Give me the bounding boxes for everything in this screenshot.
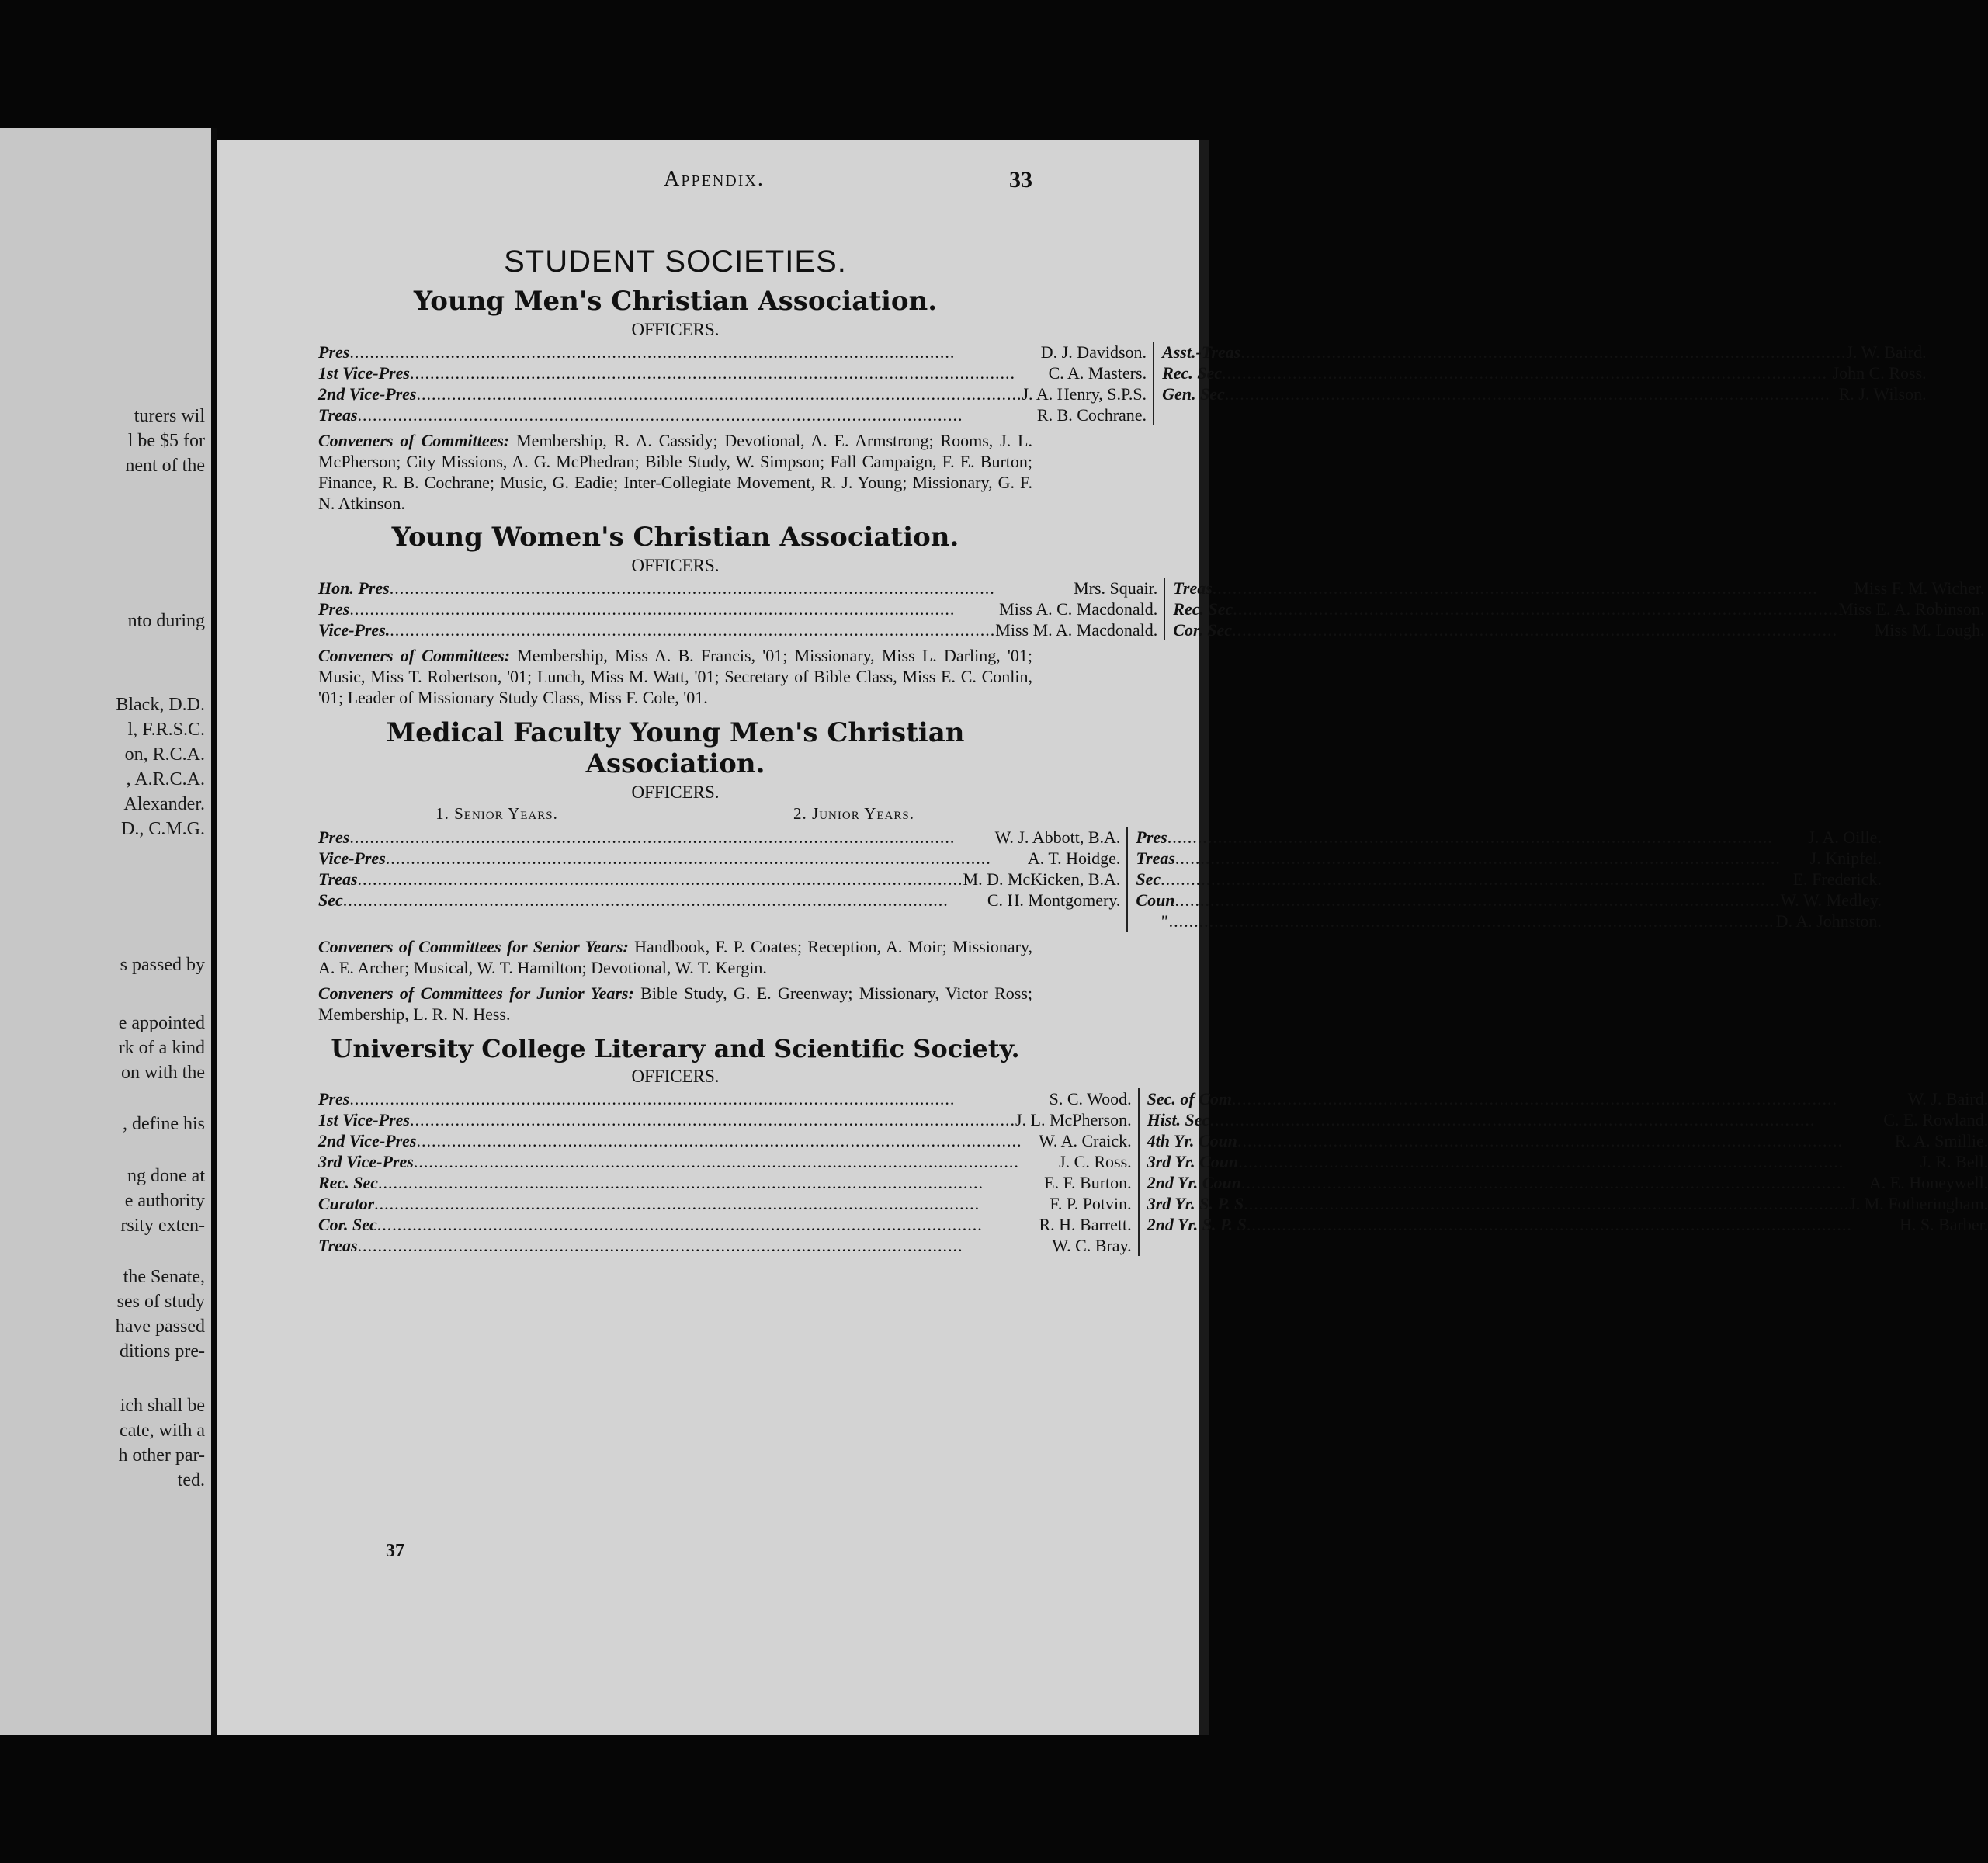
left-text-line: ng done at: [127, 1166, 205, 1186]
left-text-line: ditions pre-: [120, 1341, 205, 1362]
officer-row: [1147, 1151, 1988, 1172]
officer-title: Cor. Sec: [318, 1215, 377, 1234]
left-text-line: Black, D.D.: [116, 695, 205, 715]
officer-name: Miss M. A. Macdonald.: [995, 620, 1158, 640]
officer-row: [318, 1151, 1132, 1172]
officer-name: J. A. Oille.: [1808, 827, 1882, 847]
officer-name: W. W. Medley.: [1780, 890, 1882, 910]
officers-right-column: [1154, 342, 1927, 425]
officer-name: R. H. Barrett.: [1039, 1215, 1132, 1234]
officers-table: [318, 578, 1985, 640]
officer-title: Treas: [1136, 848, 1175, 868]
conveners-text: Bible Study, G. E. Greenway; Missionary, Victor Ross; Membership, L. R. N. Hess.: [318, 984, 1033, 1024]
conveners-text: Membership, Miss A. B. Francis, '01; Missionary, Miss L. Darling, '01; Music, Miss T. Robertson, '01; Lunch, Miss M. Watt, '01; Secretary of Bible Class, Miss E. C. Conlin, '01; Leader of Missionary Study Class, Miss F. Cole, '01.: [318, 646, 1033, 707]
officer-title: 2nd Yr. Coun: [1147, 1173, 1241, 1192]
left-text-line: s passed by: [120, 955, 205, 975]
officer-title: Vice-Pres.: [318, 620, 390, 640]
officer-name: R. B. Cochrane.: [1036, 405, 1147, 425]
officer-name: S. C. Wood.: [1049, 1089, 1132, 1108]
officer-title: Cor. Sec: [1173, 620, 1233, 640]
year-headings: [318, 804, 1032, 824]
officer-name: J. R. Bell.: [1920, 1152, 1988, 1171]
officer-name: John C. Ross.: [1832, 363, 1927, 383]
conveners-label: Conveners of Committees:: [318, 431, 510, 450]
left-text-line: the Senate,: [123, 1267, 205, 1287]
society-title: Young Men's Christian Association.: [413, 286, 938, 317]
officer-name: Miss F. M. Wicher.: [1854, 578, 1985, 598]
officer-name: A. T. Hoidge.: [1027, 848, 1121, 868]
officer-title: Treas: [318, 405, 358, 425]
officer-name: D. J. Davidson.: [1040, 342, 1147, 362]
officer-title: Rec. Sec: [1162, 363, 1223, 383]
left-text-line: e appointed: [118, 1013, 205, 1033]
officer-row: [1147, 1172, 1988, 1193]
officer-title: Sec: [318, 890, 343, 910]
officer-name: F. P. Potvin.: [1050, 1194, 1132, 1213]
officer-title: Pres: [1136, 827, 1167, 847]
officer-row: [1136, 911, 1882, 932]
ymca-section: [318, 286, 1927, 514]
left-text-line: ted.: [177, 1470, 205, 1490]
officer-title: 2nd Yr. S. P. S: [1147, 1215, 1247, 1234]
officer-row: [318, 404, 1147, 425]
officer-row: [1162, 363, 1927, 383]
medical-ymca-section: [318, 717, 1882, 1025]
officer-name: J. M. Fotheringham.: [1849, 1194, 1988, 1213]
officers-label: OFFICERS.: [631, 1067, 720, 1086]
officer-title: 3rd Yr. Coun: [1147, 1152, 1239, 1171]
officers-label: OFFICERS.: [631, 782, 720, 802]
officers-right-column: [1140, 1088, 1988, 1256]
officer-row: [318, 598, 1157, 619]
officer-name: Miss A. C. Macdonald.: [999, 599, 1158, 619]
officer-name: H. S. Barber.: [1899, 1215, 1988, 1234]
officer-title: 3rd Yr. S. P. S: [1147, 1194, 1244, 1213]
officer-title: 2nd Vice-Pres: [318, 384, 417, 404]
conveners-label: Conveners of Committees:: [318, 646, 510, 665]
left-text-line: on, R.C.A.: [124, 744, 205, 765]
left-page-fragment: [0, 128, 211, 1735]
officer-row: [1147, 1088, 1988, 1109]
officer-name: E. Frederick.: [1792, 869, 1882, 889]
officer-row: [318, 848, 1120, 869]
officer-name: D. A. Johnston.: [1775, 911, 1882, 931]
senior-years-heading: 1. Senior Years.: [435, 804, 558, 823]
left-text-line: rsity exten-: [120, 1216, 205, 1236]
officer-name: R. J. Wilson.: [1838, 384, 1927, 404]
conveners-text: Handbook, F. P. Coates; Reception, A. Moir; Missionary, A. E. Archer; Musical, W. T. Hamilton; Devotional, W. T. Kergin.: [318, 937, 1033, 977]
officer-title: Sec: [1136, 869, 1161, 889]
officer-row: [1136, 890, 1882, 911]
officer-row: [1147, 1214, 1988, 1235]
left-text-line: have passed: [115, 1317, 205, 1337]
society-title: Medical Faculty Young Men's Christian Association.: [386, 717, 965, 779]
officer-row: [318, 1130, 1132, 1151]
officers-table: [318, 827, 1882, 932]
senior-conveners-paragraph: [318, 936, 1032, 978]
officer-row: [318, 383, 1147, 404]
officer-name: J. A. Henry, S.P.S.: [1022, 384, 1147, 404]
officer-title: Rec. Sec: [318, 1173, 378, 1192]
officer-row: [1147, 1193, 1988, 1214]
ucls-section: [318, 1034, 1988, 1256]
left-text-line: l, F.R.S.C.: [127, 720, 205, 740]
officer-row: [318, 1235, 1132, 1256]
officer-row: [318, 1109, 1132, 1130]
officer-title: 1st Vice-Pres: [318, 363, 410, 383]
ywca-section: [318, 522, 1985, 708]
officer-row: [318, 1088, 1132, 1109]
officer-row: [318, 869, 1120, 890]
officer-row: [1136, 869, 1882, 890]
officer-title: Treas: [1173, 578, 1213, 598]
officer-row: [318, 619, 1157, 640]
officer-name: R. A. Smillie.: [1894, 1131, 1988, 1150]
left-text-line: turers wil: [134, 406, 205, 426]
left-text-line: D., C.M.G.: [120, 819, 205, 839]
officer-title: Sec. of Com: [1147, 1089, 1233, 1108]
officer-row: [318, 1214, 1132, 1235]
society-title: University College Literary and Scientific Society.: [331, 1034, 1020, 1063]
officer-title: Hon. Pres: [318, 578, 390, 598]
left-text-line: cate, with a: [120, 1421, 205, 1441]
officer-row: [1173, 578, 1984, 598]
officer-row: [318, 578, 1157, 598]
junior-conveners-paragraph: [318, 983, 1032, 1025]
officer-title: Coun: [1136, 890, 1175, 910]
officer-name: C. E. Rowland.: [1883, 1110, 1988, 1129]
officer-name: Miss E. A. Robinson.: [1838, 599, 1985, 619]
officer-name: J. C. Ross.: [1059, 1152, 1132, 1171]
left-text-line: Alexander.: [123, 794, 205, 814]
officers-right-column: [1165, 578, 1984, 640]
officer-row: [318, 342, 1147, 363]
officer-row: [1147, 1109, 1988, 1130]
left-text-line: h other par-: [118, 1445, 205, 1466]
officer-title: Gen. Sec: [1162, 384, 1225, 404]
officer-title: 2nd Vice-Pres: [318, 1131, 417, 1150]
officer-title: Vice-Pres: [318, 848, 386, 868]
officer-name: Miss M. Lough.: [1874, 620, 1985, 640]
officer-name: J. Knipfel.: [1809, 848, 1882, 868]
officer-title: Pres: [318, 827, 350, 847]
officer-title: Treas: [318, 1236, 358, 1255]
officers-table: [318, 1088, 1988, 1256]
left-text-line: nent of the: [125, 456, 205, 476]
page-content: [318, 245, 1988, 1256]
left-text-line: e authority: [124, 1191, 205, 1211]
conveners-label: Conveners of Committees for Senior Years:: [318, 937, 629, 956]
officer-row: [1147, 1130, 1988, 1151]
conveners-text: Membership, R. A. Cassidy; Devotional, A. E. Armstrong; Rooms, J. L. McPherson; City Missions, A. G. McPhedran; Bible Study, W. Simpson; Fall Campaign, F. E. Burton; Finance, R. B. Cochrane; Music, G. Eadie; Inter-Collegiate Movement, R. J. Young; Missionary, G. F. N. Atkinson.: [318, 431, 1032, 513]
officer-title: Pres: [318, 1089, 350, 1108]
officer-title: 4th Yr. Coun: [1147, 1131, 1238, 1150]
officer-title: Rec. Sec: [1173, 599, 1233, 619]
officer-row: [1136, 827, 1882, 848]
officer-name: J. L. McPherson.: [1015, 1110, 1132, 1129]
running-title: Appendix.: [664, 167, 765, 191]
officer-row: [318, 890, 1120, 911]
page-number: 33: [1009, 167, 1032, 193]
officer-name: C. A. Masters.: [1048, 363, 1147, 383]
left-text-line: ses of study: [116, 1292, 205, 1312]
officer-title: ": [1159, 911, 1169, 931]
officers-table: [318, 342, 1927, 425]
officer-row: [1173, 619, 1984, 640]
officers-right-column: [1128, 827, 1882, 932]
officer-title: Pres: [318, 342, 350, 362]
officer-name: C. H. Montgomery.: [987, 890, 1121, 910]
officers-left-column: [318, 827, 1128, 932]
left-text-line: l be $5 for: [127, 431, 205, 451]
officer-name: A. E. Honeywell.: [1868, 1173, 1988, 1192]
officer-row: [1162, 383, 1927, 404]
officer-row: [1136, 848, 1882, 869]
book-gutter: [211, 128, 217, 1735]
officer-title: Asst.-Treas: [1162, 342, 1241, 362]
officer-title: 3rd Vice-Pres: [318, 1152, 414, 1171]
conveners-label: Conveners of Committees for Junior Years:: [318, 984, 634, 1003]
main-title: STUDENT SOCIETIES.: [504, 245, 847, 279]
left-text-line: rk of a kind: [118, 1038, 205, 1058]
left-text-line: , A.R.C.A.: [126, 769, 205, 789]
officer-row: [318, 363, 1147, 383]
left-text-line: nto during: [127, 611, 205, 631]
conveners-paragraph: [318, 645, 1032, 708]
officer-name: Mrs. Squair.: [1074, 578, 1158, 598]
officer-name: W. C. Bray.: [1052, 1236, 1132, 1255]
officer-name: W. J. Abbott, B.A.: [994, 827, 1121, 847]
conveners-paragraph: [318, 430, 1032, 514]
officer-title: 1st Vice-Pres: [318, 1110, 410, 1129]
officer-row: [318, 827, 1120, 848]
officer-row: [1162, 342, 1927, 363]
officer-name: E. F. Burton.: [1044, 1173, 1132, 1192]
officer-name: M. D. McKicken, B.A.: [963, 869, 1121, 889]
left-text-line: , define his: [123, 1114, 205, 1134]
officers-left-column: [318, 578, 1165, 640]
officers-label: OFFICERS.: [631, 320, 720, 339]
officer-title: Treas: [318, 869, 358, 889]
officer-title: Curator: [318, 1194, 375, 1213]
officer-name: W. J. Baird.: [1907, 1089, 1988, 1108]
junior-years-heading: 2. Junior Years.: [793, 804, 914, 823]
officer-title: Pres: [318, 599, 350, 619]
officers-left-column: [318, 1088, 1140, 1256]
officer-row: [318, 1193, 1132, 1214]
officer-row: [1173, 598, 1984, 619]
officer-row: [318, 1172, 1132, 1193]
officer-name: J. W. Baird.: [1846, 342, 1927, 362]
left-text-line: on with the: [121, 1063, 205, 1083]
officers-left-column: [318, 342, 1154, 425]
officer-title: Hist. Sec: [1147, 1110, 1210, 1129]
running-header: [396, 167, 1032, 198]
officers-label: OFFICERS.: [631, 556, 720, 575]
footer-number: 37: [386, 1541, 404, 1561]
officer-name: W. A. Craick.: [1039, 1131, 1132, 1150]
society-title: Young Women's Christian Association.: [391, 522, 959, 553]
left-text-line: ich shall be: [120, 1396, 205, 1416]
